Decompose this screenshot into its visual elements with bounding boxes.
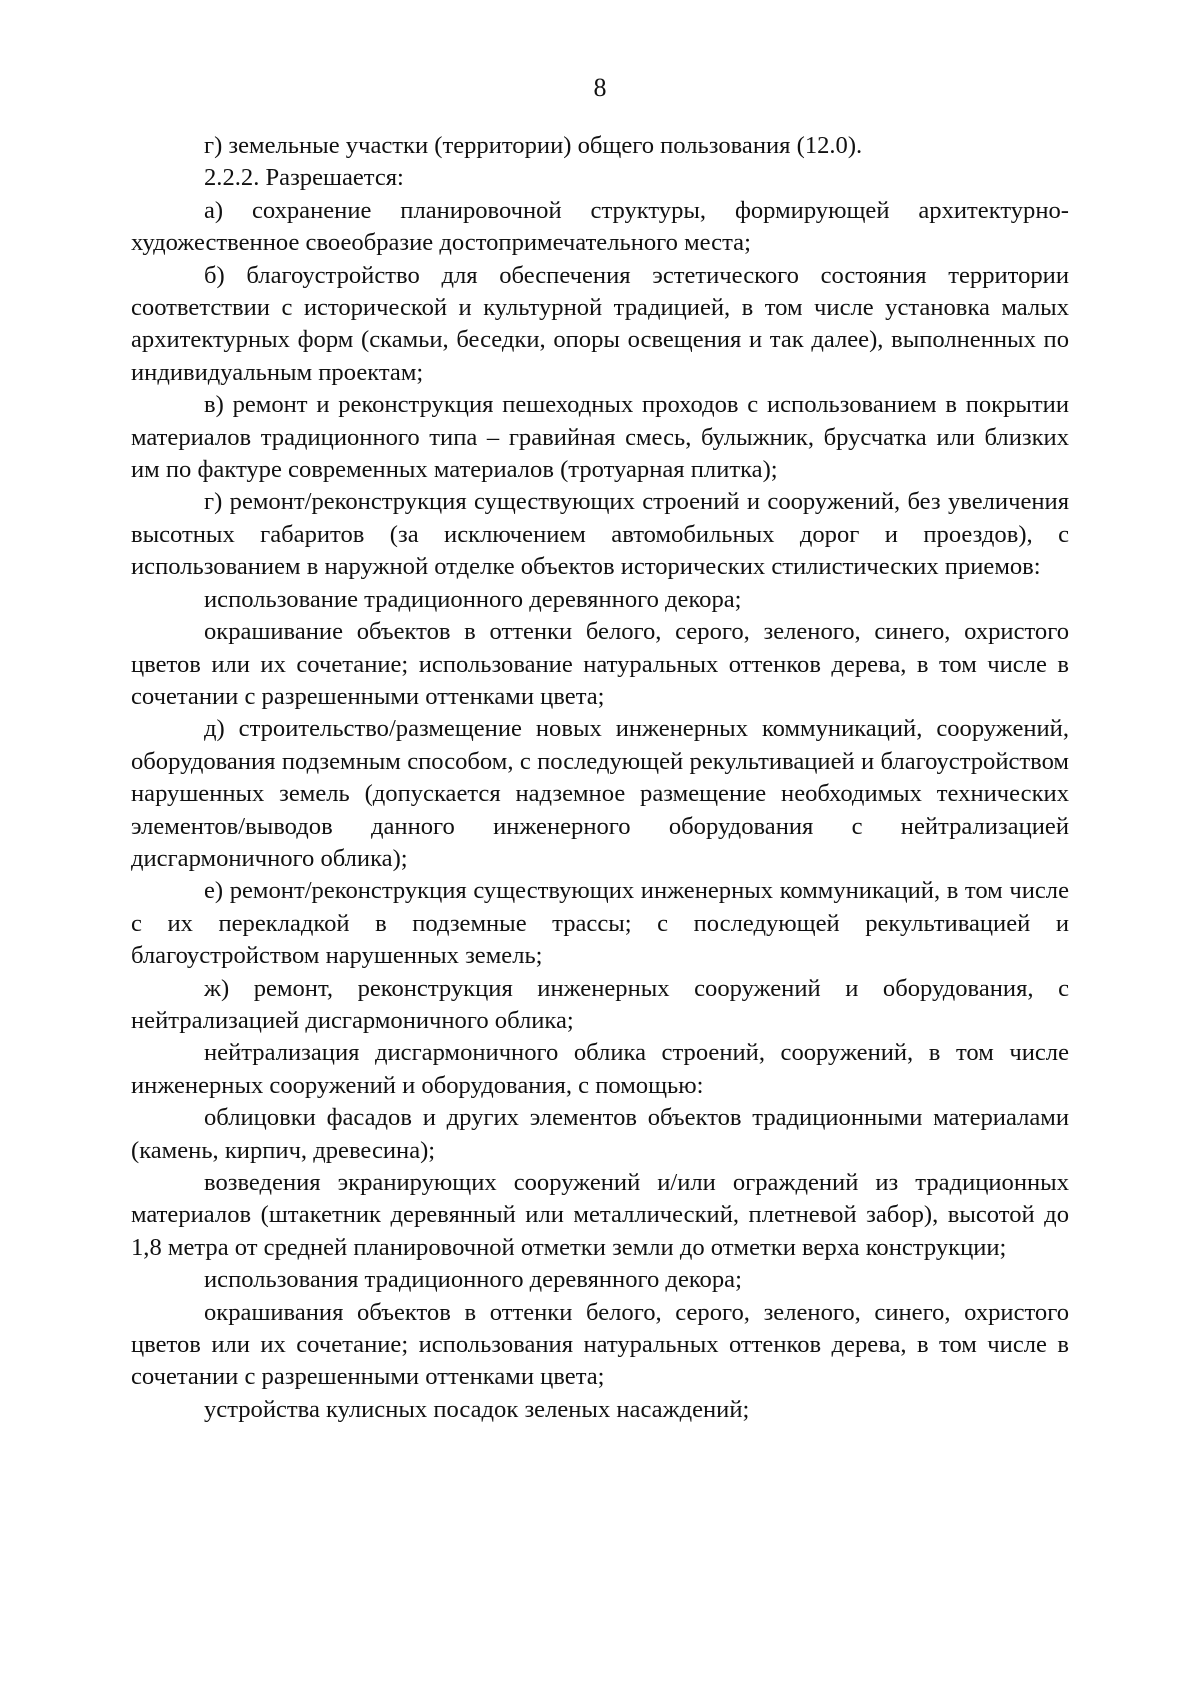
paragraph: г) земельные участки (территории) общего пользования (12.0). — [204, 132, 863, 159]
paragraph: окрашивание объектов в оттенки белого, серого, зеленого, синего, охристого цветов или их сочетание; использование натуральных оттенков дерева, в том числе в сочетании с разрешенными оттенками цвета; — [131, 618, 1069, 710]
paragraph: б) благоустройство для обеспечения эстетического состояния территории соответствии с исторической и культурной традицией, в том числе установка малых архитектурных форм (скамьи, беседки, опоры освещения и так далее), выполненных по индивидуальным проектам; — [131, 261, 1069, 386]
paragraph: возведения экранирующих сооружений и/или ограждений из традиционных материалов (штакетник деревянный или металлический, плетневой забор), высотой до 1,8 метра от средней планировочной отметки земли до отметки верха конструкции; — [131, 1169, 1069, 1261]
paragraph: е) ремонт/реконструкция существующих инженерных коммуникаций, в том числе с их перекладкой в подземные трассы; с последующей рекультивацией и благоустройством нарушенных земель; — [131, 877, 1069, 970]
page-number: 8 — [593, 73, 607, 102]
paragraph: в) ремонт и реконструкция пешеходных проходов с использованием в покрытии материалов традиционного типа – гравийная смесь, булыжник, брусчатка или близких им по фактуре современных материалов (тротуарная плитка); — [131, 391, 1069, 484]
paragraph: ж) ремонт, реконструкция инженерных сооружений и оборудования, с нейтрализацией дисгармоничного облика; — [131, 974, 1069, 1034]
paragraph: использования традиционного деревянного декора; — [204, 1266, 742, 1294]
paragraph: нейтрализация дисгармоничного облика строений, сооружений, в том числе инженерных сооружений и оборудования, с помощью: — [131, 1039, 1069, 1099]
paragraph: 2.2.2. Разрешается: — [204, 164, 404, 192]
document-body — [131, 130, 1069, 1426]
paragraph: д) строительство/размещение новых инженерных коммуникаций, сооружений, оборудования подземным способом, с последующей рекультивацией и благоустройством нарушенных земель (допускается надземное размещение необходимых технических элементов/выводов данного инженерного оборудования с нейтрализацией дисгармоничного облика); — [131, 715, 1069, 872]
paragraph: окрашивания объектов в оттенки белого, серого, зеленого, синего, охристого цветов или их сочетание; использования натуральных оттенков дерева, в том числе в сочетании с разрешенными оттенками цвета; — [131, 1298, 1069, 1391]
paragraph: облицовки фасадов и других элементов объектов традиционными материалами (камень, кирпич, древесина); — [131, 1104, 1069, 1164]
paragraph: г) ремонт/реконструкция существующих строений и сооружений, без увеличения высотных габаритов (за исключением автомобильных дорог и проездов), с использованием в наружной отделке объектов исторических стилистических приемов: — [131, 488, 1069, 581]
paragraph: использование традиционного деревянного декора; — [204, 585, 742, 613]
paragraph: устройства кулисных посадок зеленых насаждений; — [204, 1395, 750, 1423]
paragraph: а) сохранение планировочной структуры, формирующей архитектурно-художественное своеобразие достопримечательного места; — [131, 196, 1069, 257]
